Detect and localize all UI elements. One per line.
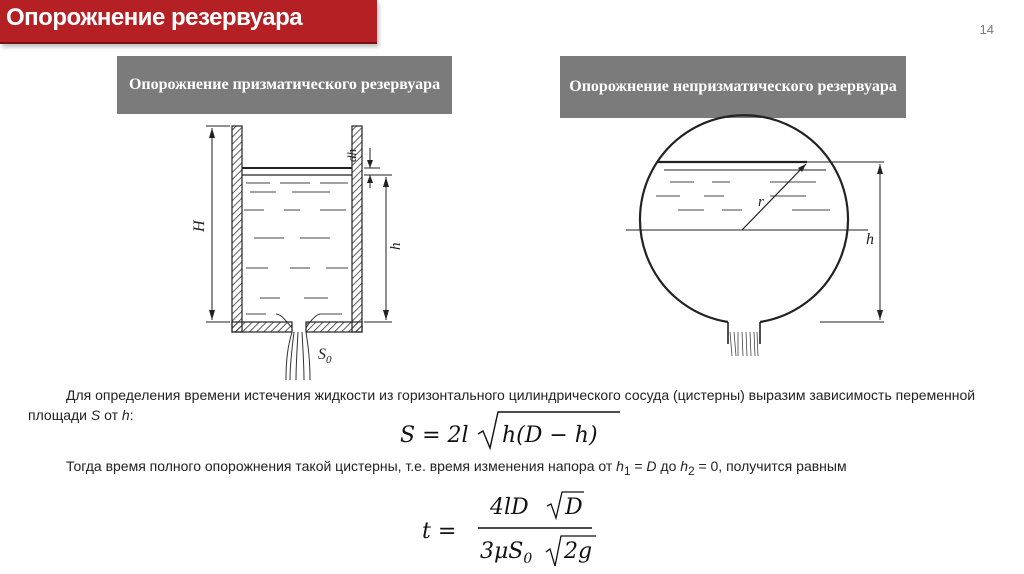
paragraph-area-dependence: Для определения времени истечения жидкости из горизонтального цилиндрического сосуда (цистерны) выразим зависимость переменной площади S от h:	[28, 387, 976, 423]
paragraph-emptying-time: Тогда время полного опорожнения такой цистерны, т.е. время изменения напора от $h_1 = D$ до $h_2 = 0$, получится равным	[66, 458, 847, 478]
tank-bottom-left	[232, 322, 292, 332]
slide-number: 14	[979, 22, 994, 37]
caption-prismatic: Опорожнение призматического резервуара	[117, 56, 452, 114]
prismatic-tank-diagram	[180, 118, 420, 380]
tank-bottom-right	[306, 322, 362, 332]
label-dh: dh	[344, 149, 359, 162]
label-S0: $S_0$	[318, 346, 332, 366]
label-H: H	[191, 220, 208, 232]
formula-time-num-rad: D	[565, 495, 583, 520]
formula-time-den: $3\mu S_0$	[480, 539, 533, 567]
label-h-left: h	[388, 242, 404, 250]
tank-left-wall	[232, 126, 242, 332]
formula-time-den-rad: 2g	[564, 539, 593, 564]
caption-nonprismatic: Опорожнение непризматического резервуара	[560, 56, 906, 118]
label-h-right: h	[866, 231, 874, 248]
formula-area-lhs: S = 2l	[400, 423, 469, 448]
formula-time	[420, 486, 620, 572]
formula-area-radicand: h(D − h)	[502, 423, 598, 448]
formula-time-num: 4lD	[490, 495, 529, 520]
nonprismatic-tank-diagram	[620, 118, 880, 360]
formula-time-lhs: t =	[422, 519, 457, 544]
formula-area	[398, 408, 628, 454]
title-bar	[0, 0, 377, 44]
slide-title: Опорожнение резервуара	[6, 4, 303, 31]
label-r: r	[758, 194, 764, 210]
